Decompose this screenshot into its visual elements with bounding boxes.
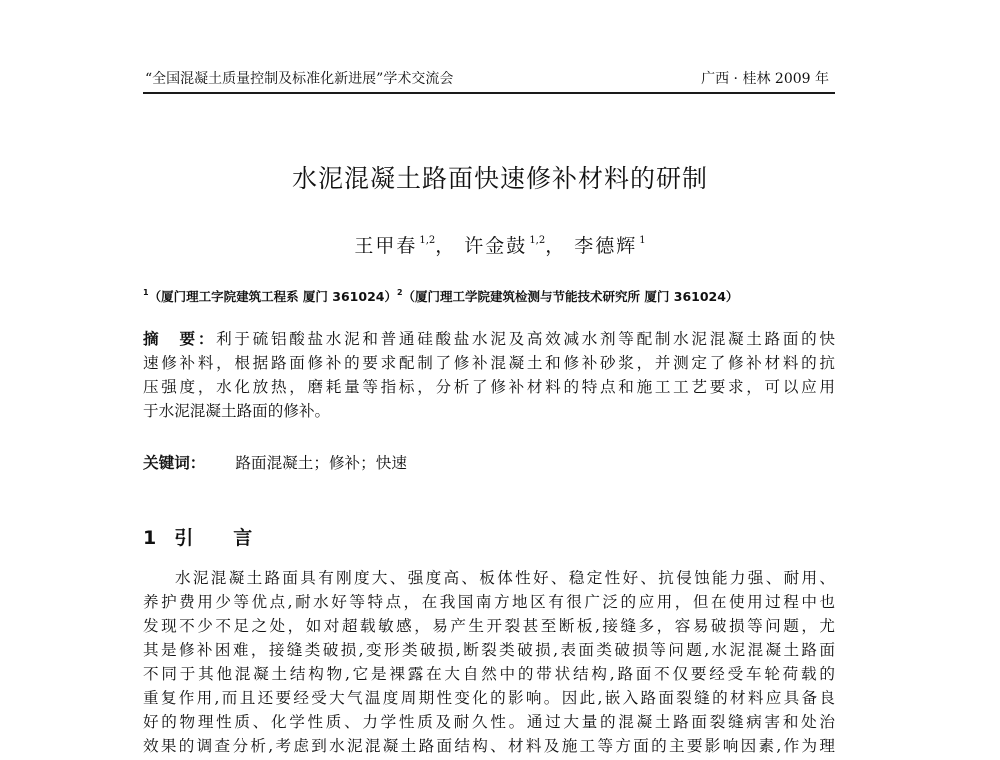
author-affiliation-mark: 1 [639,235,646,246]
section-number: 1 [143,527,157,549]
author-name: 王甲春 [354,235,418,257]
author-name: 许金鼓 [464,235,528,257]
keywords [143,451,835,475]
introduction-paragraph [143,566,835,758]
body-line: 重复作用,而且还要经受大气温度周期性变化的影响。因此,嵌入路面裂缝的材料应具备良 [143,689,835,707]
body-line: 不同于其他混凝土结构物,它是裸露在大自然中的带状结构,路面不仅要经受车轮荷载的 [143,665,835,683]
header-rule [143,92,835,94]
keywords-line [143,451,835,475]
abstract-line: 于水泥混凝土路面的修补。 [143,402,331,420]
body-line: 好的物理性质、化学性质、力学性质及耐久性。通过大量的混凝土路面裂缝病害和处治 [143,713,835,731]
section-title-char: 言 [233,527,253,549]
running-header [143,68,835,90]
affiliation-line [143,282,843,308]
abstract-line: 摘 要：利于硫铝酸盐水泥和普通硅酸盐水泥及高效减水剂等配制水泥混凝土路面的快 [143,330,835,348]
location-year: 广西 · 桂林 2009 年 [701,71,829,87]
author-separator: ， [435,235,457,257]
author-list [0,227,1000,260]
section-heading-introduction [143,525,252,551]
body-line: 养护费用少等优点,耐水好等特点，在我国南方地区有很广泛的应用，但在使用过程中也 [143,593,835,611]
keywords-label: 关键词： [143,454,206,472]
paper-title: 水泥混凝土路面快速修补材料的研制 [291,164,708,193]
affiliation-mark: 1 [143,288,149,297]
body-line: 发现不少不足之处，如对超载敏感，易产生开裂甚至断板,接缝多，容易破损等问题，尤 [143,617,835,635]
author-separator: ， [545,235,567,257]
affiliation-text: （厦门理工学院建筑检测与节能技术研究所 厦门 361024） [402,289,739,304]
body-line: 效果的调查分析,考虑到水泥混凝土路面结构、材料及施工等方面的主要影响因素,作为理 [143,737,835,755]
abstract-label: 摘 要： [143,330,217,348]
section-title-char: 引 [174,527,194,549]
abstract [143,327,835,423]
body-line: 其是修补困难，接缝类破损,变形类破损,断裂类破损,表面类破损等问题,水泥混凝土路面 [143,641,835,659]
affiliation-text: （厦门理工字院建筑工程系 厦门 361024） [148,289,397,304]
keywords-text: 路面混凝土；修补；快速 [235,454,407,472]
conference-name: “全国混凝土质量控制及标准化新进展”学术交流会 [145,71,454,87]
abstract-line: 速修补料，根据路面修补的要求配制了修补混凝土和修补砂浆，并测定了修补材料的抗 [143,354,835,372]
body-line: 水泥混凝土路面具有刚度大、强度高、板体性好、稳定性好、抗侵蚀能力强、耐用、 [175,569,835,587]
affiliation-mark: 2 [396,288,403,297]
abstract-line: 压强度，水化放热，磨耗量等指标，分析了修补材料的特点和施工工艺要求，可以应用 [143,378,835,396]
author-affiliation-mark: 1,2 [529,235,546,246]
author-name: 李德辉 [574,235,638,257]
author-affiliation-mark: 1,2 [419,235,436,246]
